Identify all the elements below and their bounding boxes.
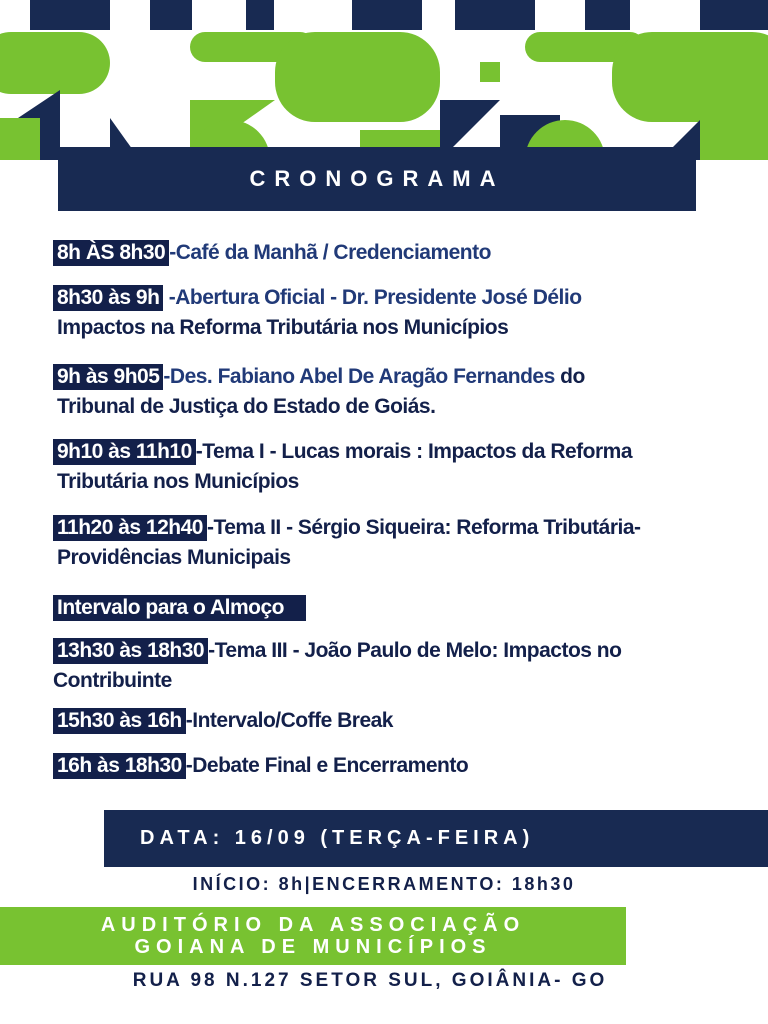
page-title: CRONOGRAMA xyxy=(249,166,505,191)
schedule-item xyxy=(53,238,753,268)
time-tag: 8h ÀS 8h30 xyxy=(53,240,169,266)
schedule-item xyxy=(53,362,753,422)
item-text: -Tema III - João Paulo de Melo: Impactos no xyxy=(208,639,622,662)
venue-line-1: AUDITÓRIO DA ASSOCIAÇÃO xyxy=(100,914,526,936)
schedule-item xyxy=(53,706,753,736)
item-text: -Des. Fabiano Abel De Aragão Fernandes xyxy=(163,365,555,388)
item-text: -Tema II - Sérgio Siqueira: Reforma Tributária- xyxy=(206,516,641,539)
item-text-cont: Tributária nos Municípios xyxy=(57,470,299,493)
time-tag: 9h às 9h05 xyxy=(53,364,163,390)
schedule-item xyxy=(53,636,753,696)
item-text-cont: Impactos na Reforma Tributária nos Municípios xyxy=(57,316,509,339)
schedule-item xyxy=(53,751,753,781)
item-text: -Tema I - Lucas morais : Impactos da Reforma xyxy=(195,440,633,463)
time-tag: 9h10 às 11h10 xyxy=(53,439,196,465)
time-tag: 16h às 18h30 xyxy=(53,753,186,779)
time-tag: 8h30 às 9h xyxy=(53,285,163,311)
item-text: -Abertura Oficial - Dr. Presidente José Délio xyxy=(163,286,582,309)
item-text-cont: Tribunal de Justiça do Estado de Goiás. xyxy=(57,395,436,418)
item-text: -Debate Final e Encerramento xyxy=(185,754,469,777)
schedule-item xyxy=(53,593,753,623)
address: RUA 98 N.127 SETOR SUL, GOIÂNIA- GO xyxy=(132,970,608,991)
time-tag: 15h30 às 16h xyxy=(53,708,186,734)
item-text-cont: Providências Municipais xyxy=(57,546,291,569)
header-pattern-banner xyxy=(0,0,768,160)
time-tag: 13h30 às 18h30 xyxy=(53,638,208,664)
item-text: -Café da Manhã / Credenciamento xyxy=(169,241,491,264)
item-text-suffix: do xyxy=(554,365,585,388)
venue-banner xyxy=(0,907,626,965)
date-banner xyxy=(104,810,768,867)
time-tag: 11h20 às 12h40 xyxy=(53,515,207,541)
venue-line-2: GOIANA DE MUNICÍPIOS xyxy=(134,936,492,958)
item-text: -Intervalo/Coffe Break xyxy=(185,709,393,732)
start-end-times: INÍCIO: 8h|ENCERRAMENTO: 18h30 xyxy=(192,874,576,894)
title-banner xyxy=(58,147,696,211)
schedule-item xyxy=(53,437,753,497)
event-date: DATA: 16/09 (TERÇA-FEIRA) xyxy=(140,827,535,849)
item-text-cont: Contribuinte xyxy=(53,669,172,692)
schedule-item xyxy=(53,513,753,573)
lunch-break-tag: Intervalo para o Almoço xyxy=(53,595,306,621)
schedule-item xyxy=(53,283,753,343)
